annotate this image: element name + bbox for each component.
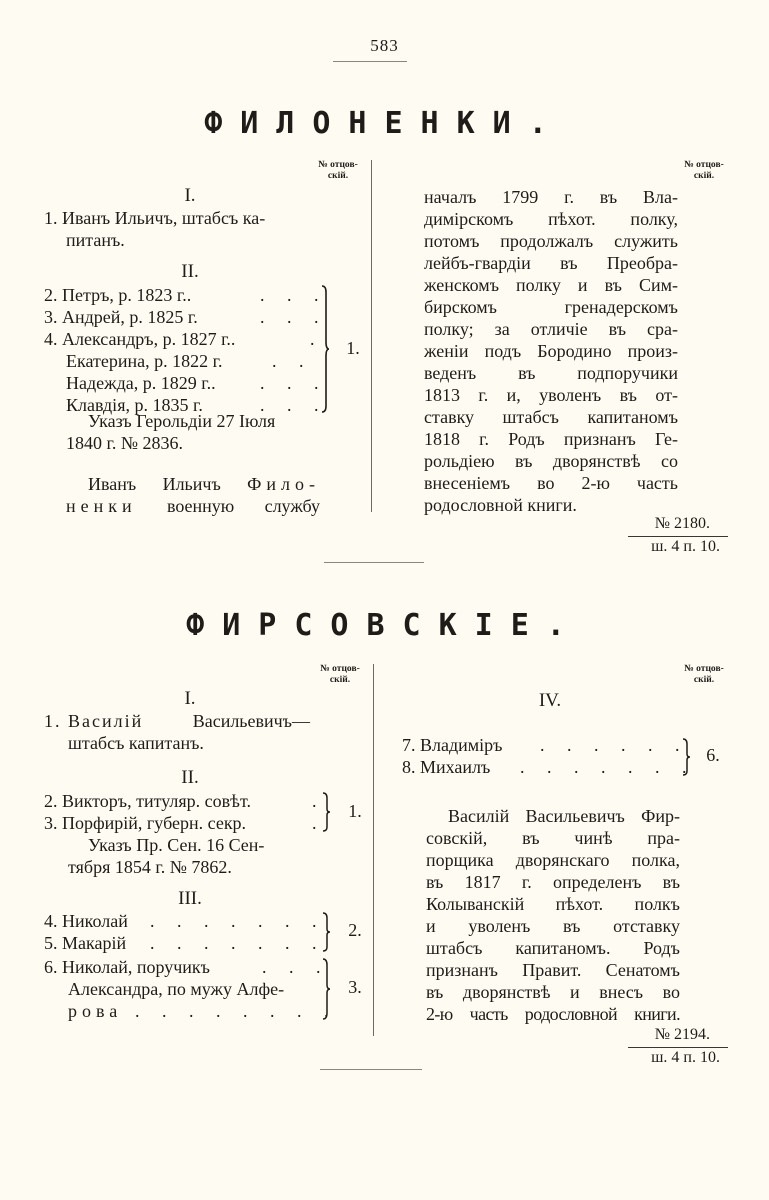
paragraph-line: потомъ продолжалъ служить <box>424 231 678 251</box>
word: Фило- <box>247 474 320 494</box>
father-column-header <box>308 160 368 182</box>
word: службу <box>264 496 320 516</box>
father-number: 1. <box>346 338 360 358</box>
paragraph-line: Колыванскій пѣхот. полкъ <box>426 894 680 914</box>
brace-icon <box>680 736 692 778</box>
father-number: 2. <box>348 920 362 940</box>
generation-heading: I. <box>184 185 196 206</box>
child-entry: Александра, по мужу Алфе- <box>68 979 285 999</box>
decree-line: тября 1854 г. № 7862. <box>68 857 232 877</box>
paragraph-line: женіи подъ Бородино произ- <box>424 341 678 361</box>
word: Иванъ <box>88 474 137 494</box>
word: Васильевичъ— <box>192 711 310 731</box>
entry-line: питанъ. <box>66 230 125 250</box>
child-entry <box>44 284 191 306</box>
child-entry <box>44 306 198 328</box>
entry-line: штабсъ капитанъ. <box>68 733 204 753</box>
paragraph-line: штабсъ капитаномъ. Родъ <box>426 938 680 958</box>
leader-dots: . . . <box>260 395 328 415</box>
leader-dots: . . . <box>262 957 330 977</box>
generation-heading: III. <box>178 888 202 909</box>
section-divider <box>324 562 424 563</box>
paragraph-line: 1813 г. и, уволенъ въ от- <box>424 385 678 405</box>
brace-icon <box>320 910 332 954</box>
biography-paragraph <box>426 805 680 1025</box>
paragraph-line: 1818 г. Родъ признанъ Ге- <box>424 429 678 449</box>
child-entry: 3. Порфирій, губерн. секр. <box>44 813 247 833</box>
col-header-line: скій. <box>693 171 715 181</box>
father-number: 6. <box>706 745 720 765</box>
child-entry: 7. Владиміръ <box>402 735 503 755</box>
col-header-line: № отцов- <box>318 160 358 170</box>
col-header-line: № отцов- <box>320 664 360 674</box>
leader-dots: . <box>312 813 326 833</box>
column-divider <box>373 664 374 1036</box>
word: 1. Василій <box>44 711 144 731</box>
word: ненки <box>66 496 137 516</box>
leader-dots: . . . . . . . <box>520 757 696 777</box>
brace-icon <box>320 790 332 834</box>
child-name: 3. Андрей, р. 1825 г. <box>44 307 198 327</box>
paragraph-line: совскій, въ чинѣ пра- <box>426 828 680 848</box>
section-divider <box>320 1069 422 1070</box>
paragraph-line: началъ 1799 г. въ Вла- <box>424 187 678 207</box>
father-column-header <box>674 664 734 686</box>
child-entry: 4. Николай <box>44 911 128 931</box>
paragraph-line: внесеніемъ во 2-ю часть <box>424 473 678 493</box>
leader-dots: . . . . . . <box>540 735 689 755</box>
father-column-header <box>310 664 370 686</box>
entry-line: 1. Иванъ Ильичъ, штабсъ ка- <box>44 208 266 228</box>
decree-line: 1840 г. № 2836. <box>66 433 184 453</box>
paragraph-line: лейбъ-гвардіи въ Преобра- <box>424 253 678 273</box>
paragraph-line: и уволенъ въ отставку <box>426 916 680 936</box>
child-entry: 6. Николай, поручикъ <box>44 957 210 977</box>
leader-dots: . . . <box>260 307 328 327</box>
child-entry: 5. Макарій <box>44 933 127 953</box>
decree-line: Указъ Герольдіи 27 Іюля <box>88 411 276 431</box>
father-number: 1. <box>348 801 362 821</box>
child-name: Екатерина, р. 1822 г. <box>66 351 223 371</box>
record-rule <box>628 1047 728 1048</box>
child-name: 4. Александръ, р. 1827 г.. <box>44 329 236 349</box>
leader-dots: . . . <box>260 373 328 393</box>
child-entry <box>68 1000 122 1022</box>
child-entry <box>44 328 235 350</box>
record-number: № 2180. <box>654 515 710 532</box>
paragraph-line: ставку штабсъ капитаномъ <box>424 407 678 427</box>
word: военную <box>166 496 235 516</box>
paragraph-line: веденъ въ подпоручики <box>424 363 678 383</box>
paragraph-line: порщика дворянскаго полка, <box>426 850 680 870</box>
page-number-rule <box>333 61 407 62</box>
leader-dots: . <box>310 329 324 349</box>
col-header-line: № отцов- <box>684 160 724 170</box>
paragraph-line: родословной книги. <box>424 495 577 515</box>
leader-dots: . . . . . . . <box>150 933 326 953</box>
child-entry <box>66 372 216 394</box>
father-number: 3. <box>348 977 362 997</box>
word: Ильичъ <box>162 474 221 494</box>
col-header-line: скій. <box>327 171 349 181</box>
leader-dots: . . <box>272 351 313 371</box>
generation-heading: II. <box>181 261 199 282</box>
paragraph-line: въ дворянствѣ и внесъ во <box>426 982 680 1002</box>
page-number: 583 <box>370 36 399 55</box>
shelf-mark: ш. 4 п. 10. <box>651 538 720 555</box>
section-title-filonenki: ФИЛОНЕНКИ. <box>204 106 565 141</box>
leader-dots: . . . . . . . <box>150 911 326 931</box>
column-divider <box>371 160 372 512</box>
father-column-header <box>674 160 734 182</box>
generation-heading: IV. <box>538 690 562 711</box>
leader-dots: . . . . . . . . <box>135 1001 338 1021</box>
paragraph-line: женскомъ полку и въ Сим- <box>424 275 678 295</box>
child-name: Клавдія, р. 1835 г. <box>66 395 203 415</box>
paragraph-line: полку; за отличіе въ сра- <box>424 319 678 339</box>
brace-icon <box>320 956 332 1022</box>
biography-paragraph <box>424 186 678 516</box>
paragraph-line: Василій Васильевичъ Фир- <box>448 806 680 826</box>
col-header-line: № отцов- <box>684 664 724 674</box>
paragraph-line: бирскомъ гренадерскомъ <box>424 297 678 317</box>
col-header-line: скій. <box>329 675 351 685</box>
record-rule <box>628 536 728 537</box>
biography-line <box>88 473 320 495</box>
biography-line <box>66 495 320 517</box>
child-entry: 2. Викторъ, титуляр. совѣт. <box>44 791 251 811</box>
child-name: 2. Петръ, р. 1823 г.. <box>44 285 192 305</box>
child-entry <box>66 350 222 372</box>
paragraph-line: признанъ Правит. Сенатомъ <box>426 960 680 980</box>
record-number: № 2194. <box>654 1026 710 1043</box>
paragraph-line: рольдіею въ дворянствѣ со <box>424 451 678 471</box>
child-name: рова <box>68 1001 123 1021</box>
leader-dots: . . . <box>260 285 328 305</box>
child-entry: 8. Михаилъ <box>402 757 491 777</box>
child-name: Надежда, р. 1829 г.. <box>66 373 216 393</box>
col-header-line: скій. <box>693 675 715 685</box>
paragraph-line: 2-ю часть родословной книги. <box>426 1004 680 1024</box>
shelf-mark: ш. 4 п. 10. <box>651 1049 720 1066</box>
paragraph-line: димірскомъ пѣхот. полку, <box>424 209 678 229</box>
entry-line <box>44 710 310 732</box>
decree-line: Указъ Пр. Сен. 16 Сен- <box>88 835 265 855</box>
paragraph-line: въ 1817 г. определенъ въ <box>426 872 680 892</box>
generation-heading: II. <box>181 767 199 788</box>
section-title-firsovskie: ФИРСОВСКІЕ. <box>186 608 583 643</box>
leader-dots: . <box>312 791 326 811</box>
generation-heading: I. <box>184 688 196 709</box>
brace-icon <box>318 284 330 414</box>
